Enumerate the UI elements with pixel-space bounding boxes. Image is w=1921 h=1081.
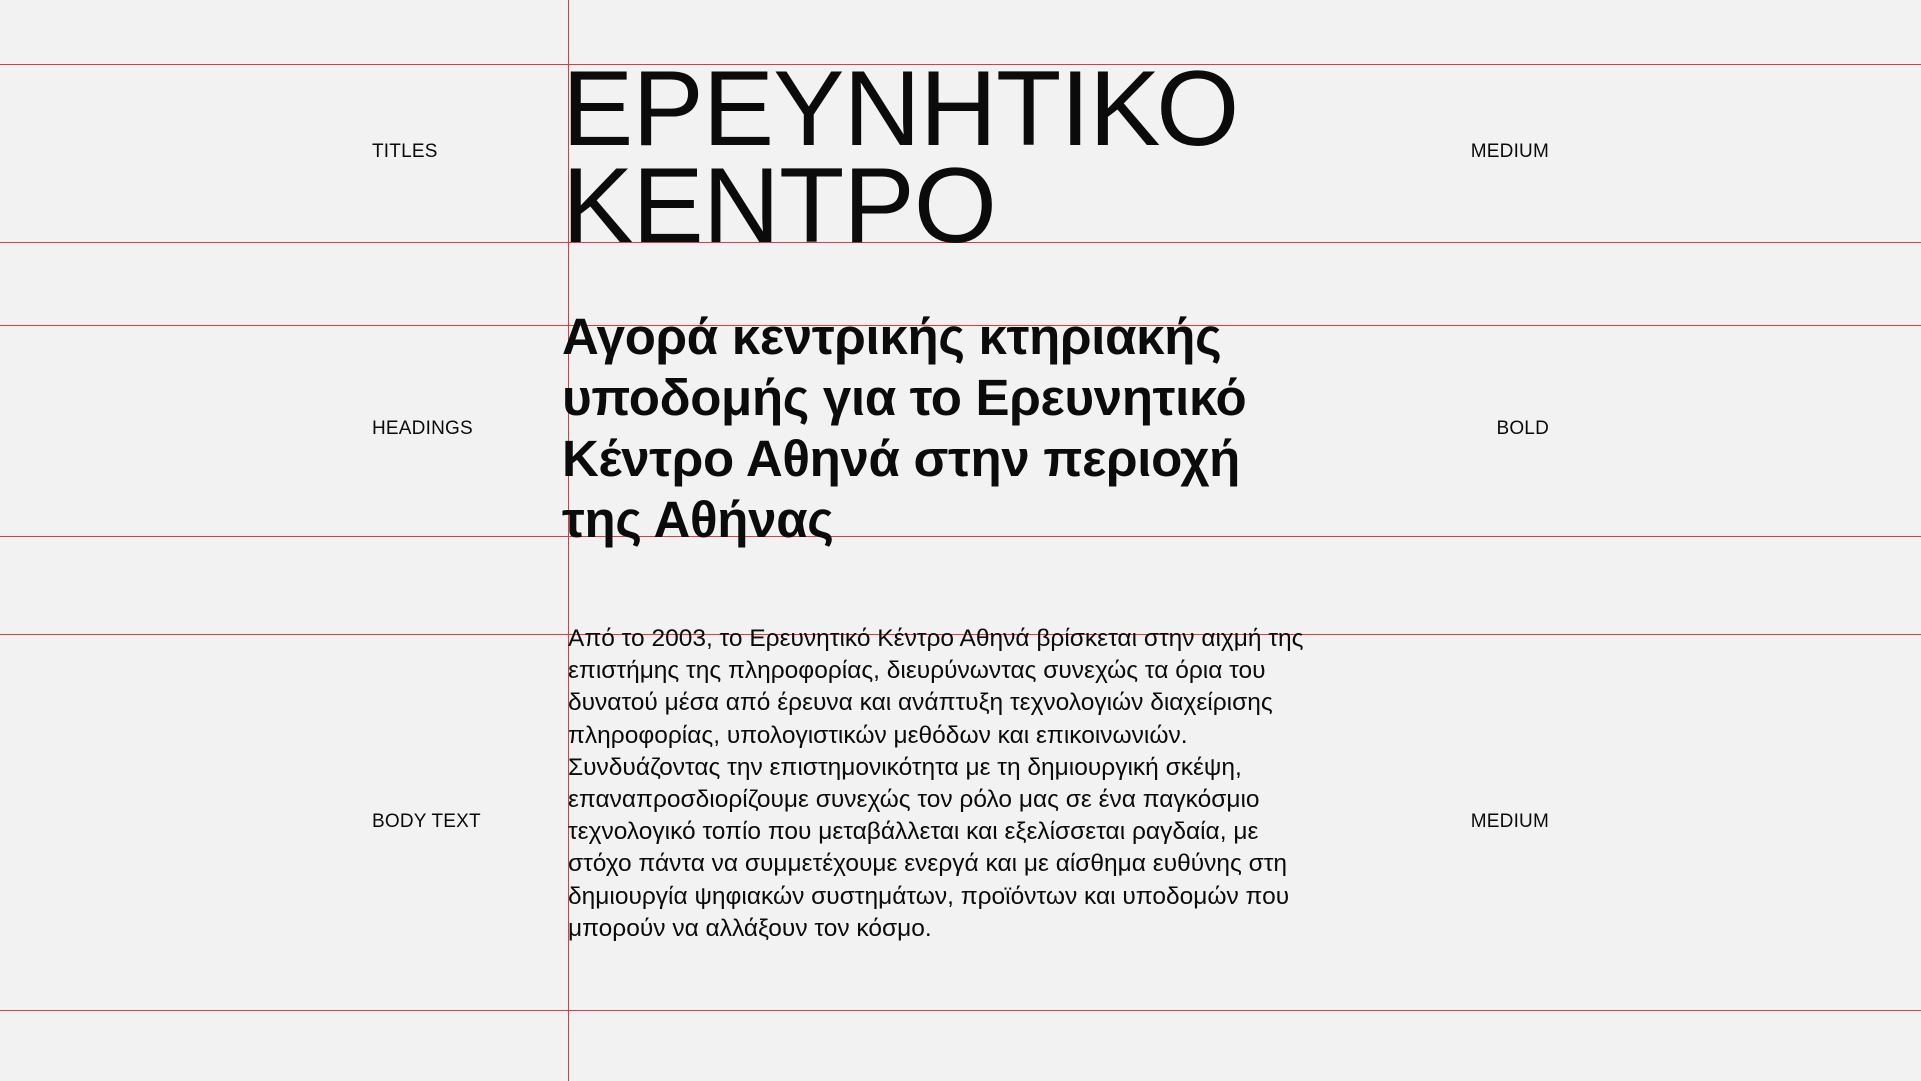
titles-weight-label: MEDIUM — [1470, 141, 1549, 162]
body-text-weight-label: MEDIUM — [1470, 811, 1549, 832]
heading-sample: Αγορά κεντρικής κτηριακής υποδομής για το Ερευνητικό Κέντρο Αθηνά στην περιοχή της Αθήνας — [562, 308, 1247, 548]
headings-weight-label: BOLD — [1496, 418, 1549, 439]
headings-label: HEADINGS — [372, 418, 473, 439]
body-text-sample: Από το 2003, το Ερευνητικό Κέντρο Αθηνά βρίσκεται στην αιχμή της επιστήμης της πληροφορίας, διευρύνωντας συνεχώς τα όρια του δυνατού μέσα από έρευνα και ανάπτυξη τεχνολογιών διαχείρισης πληροφορίας, υπολογιστικών μεθόδων και επικοινωνιών. Συνδυάζοντας την επιστημονικότητα με τη δημιουργική σκέψη, επαναπροσδιορίζουμε συνεχώς τον ρόλο μας σε ένα παγκόσμιο τεχνολογικό τοπίο που μεταβάλλεται και εξελίσσεται ραγδαία, με στόχο πάντα να συμμετέχουμε ενεργά και με αίσθημα ευθύνης στη δημιουργία ψηφιακών συστημάτων, προϊόντων και υποδομών που μπορούν να αλλάξουν τον κόσμο. — [568, 625, 1304, 942]
title-sample — [562, 48, 1239, 265]
guide-line-body-bottom — [0, 1010, 1921, 1011]
title-sample-line-1: ΕΡΕΥΝΗΤΙΚΟ — [562, 48, 1239, 168]
titles-label: TITLES — [372, 141, 438, 162]
body-text-label: BODY TEXT — [372, 811, 481, 832]
title-sample-line-2: ΚΕΝΤΡΟ — [562, 145, 996, 265]
